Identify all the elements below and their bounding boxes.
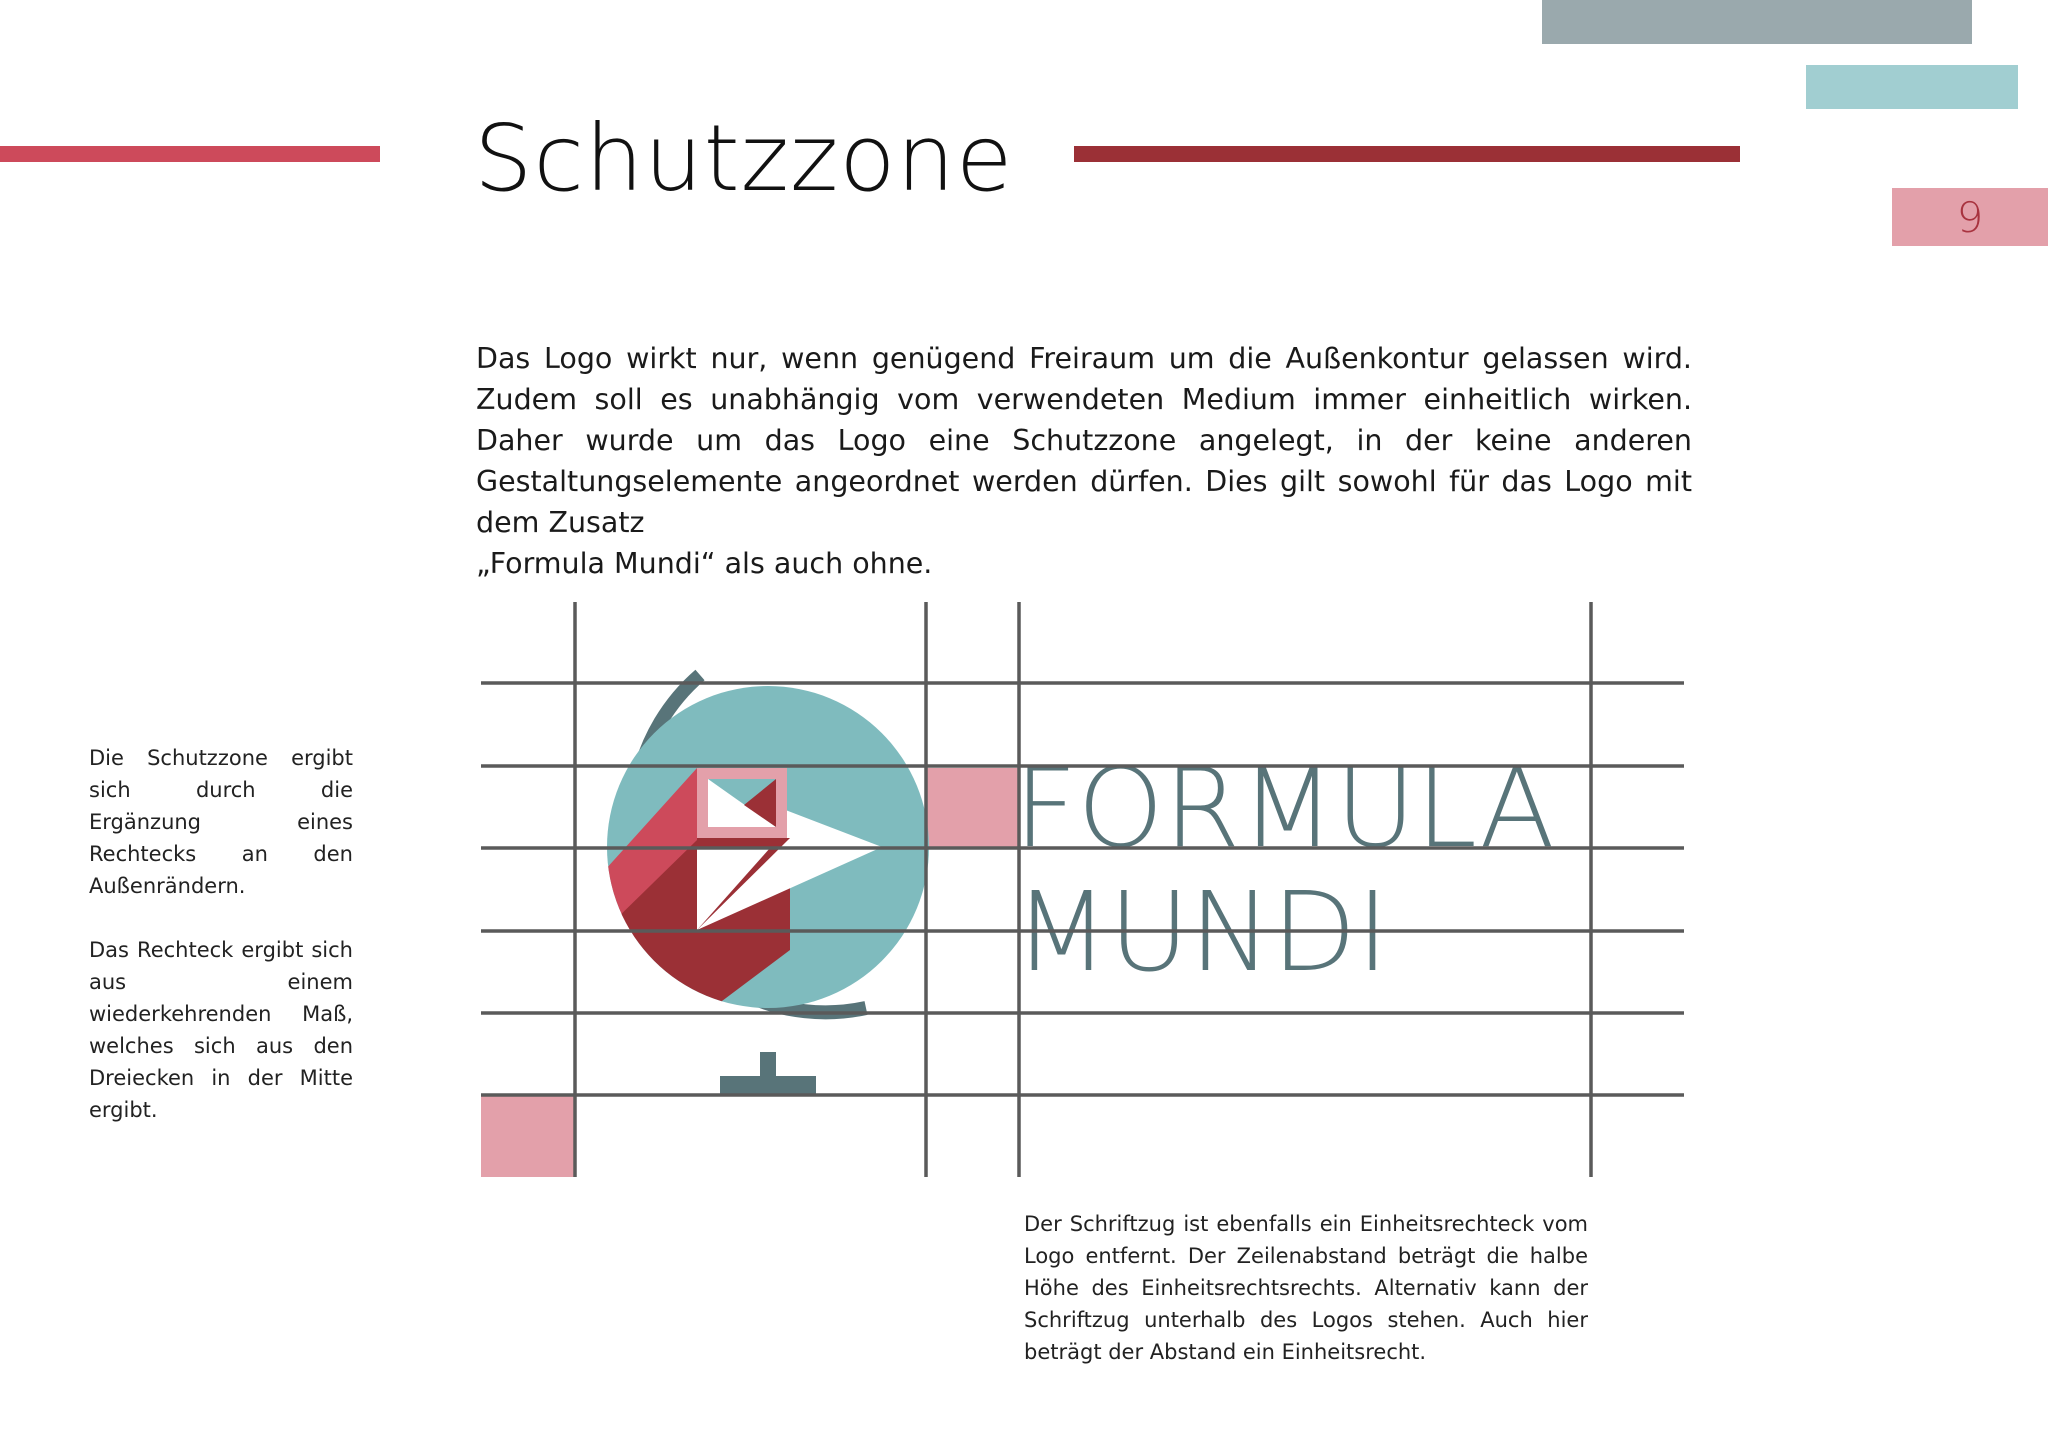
page-title: Schutzzone xyxy=(474,105,1014,212)
unit-rectangle-bottom-left xyxy=(481,1096,575,1177)
side-note-paragraph-2: Das Rechteck ergibt sich aus einem wiederkehrenden Maß, welches sich aus den Dreiecken in der Mitte ergibt. xyxy=(89,938,353,1122)
globe-play-icon xyxy=(605,675,929,1096)
wordmark-line-1: FORMULA xyxy=(1014,744,1555,872)
intro-text: Das Logo wirkt nur, wenn genügend Freiraum um die Außenkontur gelassen wird. Zudem soll es unabhängig vom verwendeten Medium immer einheitlich wirken. Daher wurde um das Logo eine Schutzzone angelegt, in der keine anderen Gestaltungselemente angeordnet werden dürfen. Dies gilt sowohl für das Logo mit dem Zusatz xyxy=(476,342,1692,539)
wordmark-line-2: MUNDI xyxy=(1014,868,1389,996)
intro-last-line: „Formula Mundi“ als auch ohne. xyxy=(476,547,933,580)
page-number: 9 xyxy=(1892,188,2048,246)
bottom-note: Der Schriftzug ist ebenfalls ein Einheitsrechteck vom Logo entfernt. Der Zeilenabstand beträgt die halbe Höhe des Einheitsrechtsrechts. Alternativ kann der Schriftzug unterhalb des Logos stehen. Auch hier beträgt der Abstand ein Einheitsrecht. xyxy=(1024,1212,1588,1364)
side-note-paragraph-1: Die Schutzzone ergibt sich durch die Ergänzung eines Rechtecks an den Außenrändern. xyxy=(89,746,353,898)
unit-rectangle-spacer xyxy=(926,768,1019,848)
